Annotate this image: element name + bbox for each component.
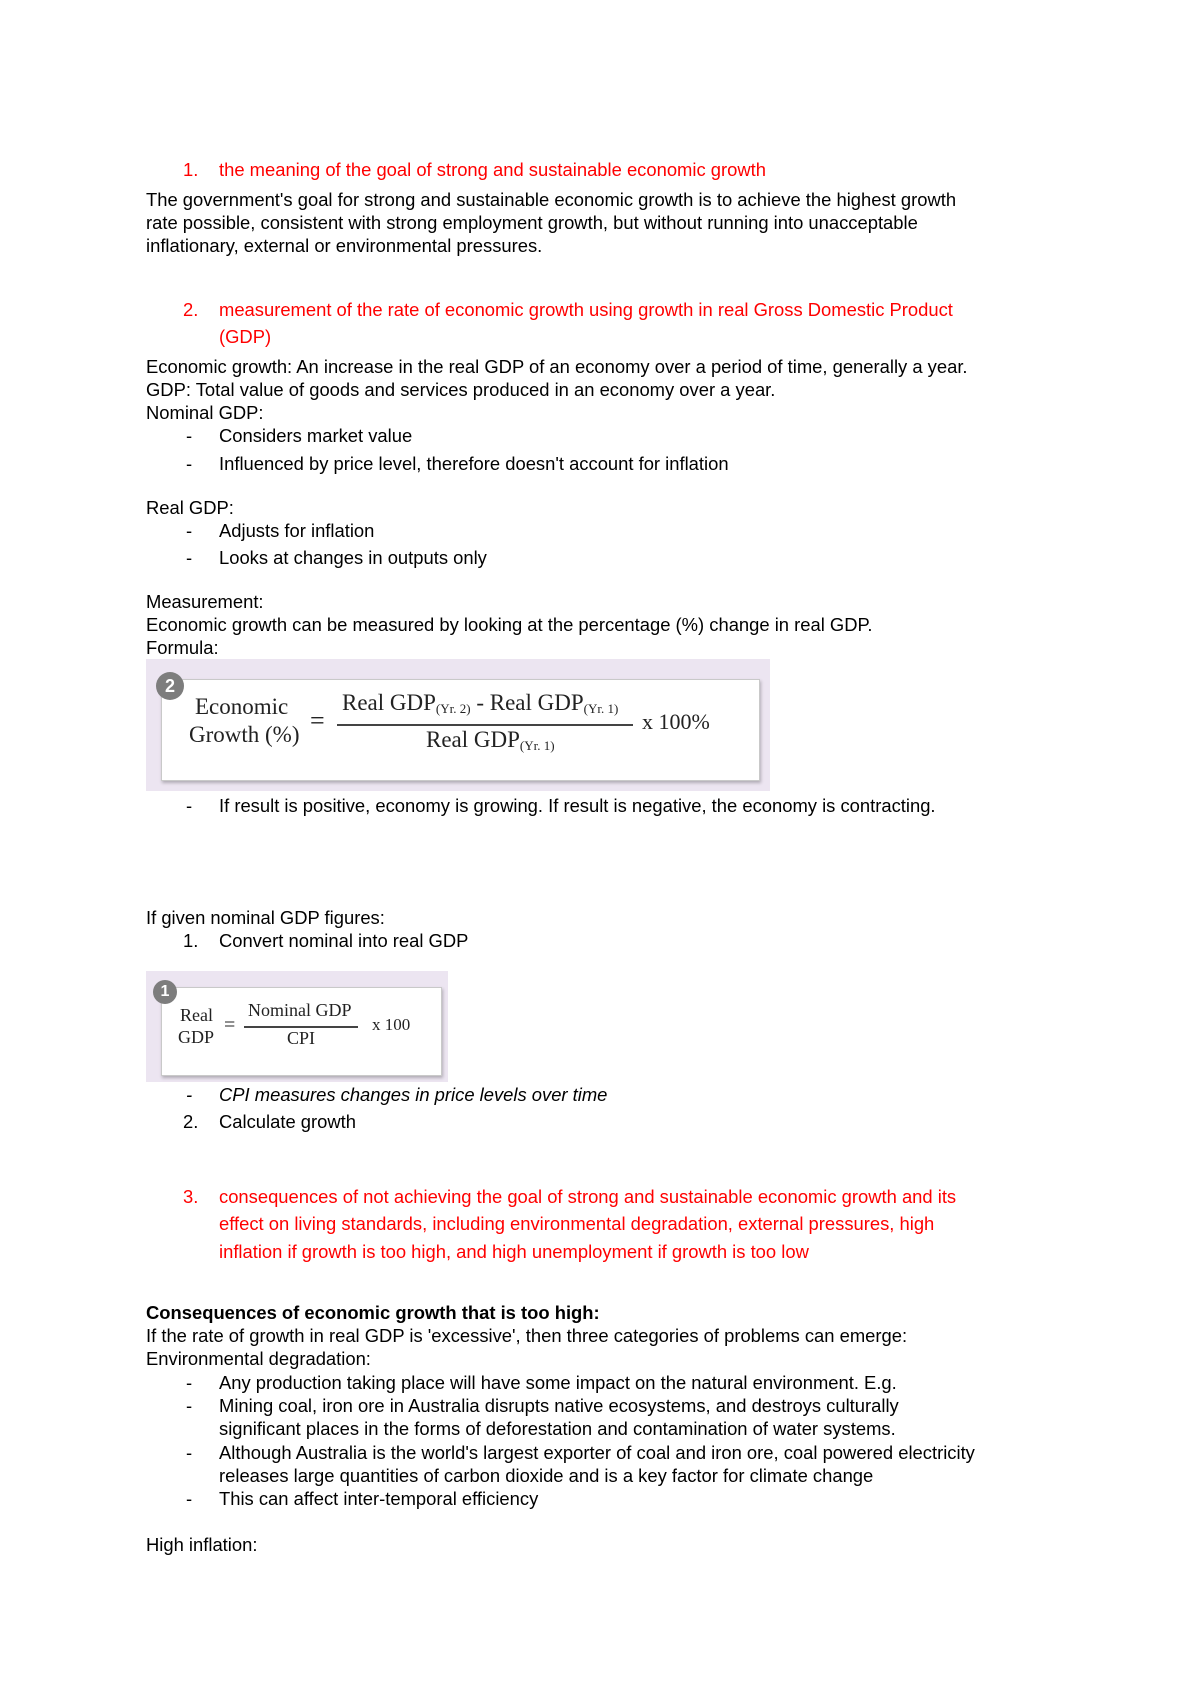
paragraph-line: rate possible, consistent with strong employment growth, but without running into unacceptable	[146, 212, 918, 233]
heading-text: effect on living standards, including environmental degradation, external pressures, high	[219, 1213, 935, 1234]
dash-bullet: -	[186, 1372, 193, 1393]
dash-bullet: -	[186, 547, 193, 568]
formula-denominator: Real $GDP_{(Yr. 1)}$	[426, 727, 555, 753]
heading-text: measurement of the rate of economic growth using growth in real Gross Domestic Product	[219, 299, 953, 320]
real-gdp-formula-image	[146, 971, 448, 1082]
paragraph-line: inflationary, external or environmental pressures.	[146, 235, 543, 256]
formula-number-badge: 2	[156, 672, 184, 700]
heading-text: inflation if growth is too high, and high unemployment if growth is too low	[219, 1241, 809, 1262]
formula-lhs-line1: Real	[180, 1005, 213, 1025]
dash-bullet: -	[186, 1395, 193, 1416]
dash-bullet: -	[186, 453, 193, 474]
definition-gdp: GDP: Total value of goods and services produced in an economy over a year.	[146, 379, 776, 400]
list-number: 1.	[183, 930, 199, 951]
environmental-label: Environmental degradation:	[146, 1348, 371, 1369]
heading-text: the meaning of the goal of strong and sustainable economic growth	[219, 159, 766, 180]
measurement-label: Measurement:	[146, 591, 264, 612]
formula-multiplier: x 100	[372, 1015, 411, 1034]
formula-numerator: Nominal GDP	[248, 1000, 352, 1020]
formula-lhs-line2: GDP	[178, 1027, 215, 1047]
formula-multiplier: x 100%	[642, 709, 710, 734]
paragraph-line: If the rate of growth in real GDP is 'excessive', then three categories of problems can emerge:	[146, 1325, 908, 1346]
list-number: 3.	[183, 1186, 199, 1207]
formula-numerator: Real $GDP_{(Yr. 2)}$ - Real $GDP_{(Yr. 1)}$	[342, 690, 619, 716]
formula-lhs-line1: Economic	[195, 694, 289, 719]
heading-text: (GDP)	[219, 326, 272, 347]
list-number: 1.	[183, 159, 199, 180]
nominal-given-label: If given nominal GDP figures:	[146, 907, 385, 928]
dash-bullet: -	[186, 1084, 193, 1105]
dash-bullet: -	[186, 1442, 193, 1463]
document-page: 1. the meaning of the goal of strong and sustainable economic growth The government's goal for strong and sustainable economic growth is to achieve the highest growth rate possible, consistent with strong employment growth, but without running into unacceptable inflationary, external or environmental pressures. 2. measurement of the rate of economic growth using growth in real Gross Domestic Product (GDP) Economic growth: An increase in the real GDP of an economy over a period of time, generally a year. GDP: Total value of goods and services produced in an economy over a year. Nominal GDP: - Considers market value - Influenced by price level, therefore doesn't account for inflation Real GDP: - Adjusts for inflation - Looks at changes in outputs only Measurement: Economic growth can be measured by looking at the percentage (%) change in real GDP. Formula: Economic Growth (%) = Real $GDP_{(Yr. 2)}$ - Real $GDP_{(Yr. 1)}$ Real $GDP_{(Yr. 1)}$ x 100% 2 - If result is positive, economy is growing. If result is negative, the economy is contracting. If given nominal GDP figures: 1. Convert nominal into real GDP Real GDP = Nominal GDP CPI x 100 1 - CPI measures changes in price levels over time 2. Calculate growth 3. consequences of not achieving the goal of strong and sustainable economic growth and its effect on living standards, including environmental degradation, external pressures, high inflation if growth is too high, and high unemployment if growth is too low Consequences of economic growth that is too high: If the rate of growth in real GDP is 'excessive', then three categories of problems can emerge: Environmental degradation: - Any production taking place will have some impact on the natural environment. E.g. - Mining coal, iron ore in Australia disrupts native ecosystems, and destroys culturally significant places in the forms of deforestation and contamination of water systems. - Although Australia is the world's largest exporter of coal and iron ore, coal powered electricity releases large quantities of carbon dioxide and is a key factor for climate change - This can affect inter-temporal efficiency High inflation:	[0, 0, 1200, 1696]
dash-bullet: -	[186, 520, 193, 541]
dash-bullet: -	[186, 795, 193, 816]
fraction-bar	[337, 724, 633, 726]
nominal-gdp-label: Nominal GDP:	[146, 402, 264, 423]
economic-growth-formula-image	[146, 659, 770, 791]
formula-label: Formula:	[146, 637, 219, 658]
formula-lhs-line2: Growth (%)	[189, 722, 300, 747]
formula-number-badge: 1	[153, 980, 177, 1004]
measurement-text: Economic growth can be measured by looking at the percentage (%) change in real GDP.	[146, 614, 873, 635]
subheading: Consequences of economic growth that is too high:	[146, 1302, 600, 1323]
definition-economic-growth: Economic growth: An increase in the real GDP of an economy over a period of time, generally a year.	[146, 356, 968, 377]
formula-card	[161, 679, 760, 781]
formula-card	[161, 987, 442, 1076]
dash-bullet: -	[186, 1488, 193, 1509]
real-gdp-label: Real GDP:	[146, 497, 234, 518]
formula-denominator: CPI	[287, 1028, 316, 1048]
formula-equals: =	[310, 706, 325, 735]
high-inflation-label: High inflation:	[146, 1534, 258, 1555]
paragraph-line: The government's goal for strong and sustainable economic growth is to achieve the highest growth	[146, 189, 957, 210]
formula-equals: =	[224, 1014, 236, 1036]
heading-text: consequences of not achieving the goal of strong and sustainable economic growth and its	[219, 1186, 957, 1207]
list-number: 2.	[183, 299, 199, 320]
list-number: 2.	[183, 1111, 199, 1132]
dash-bullet: -	[186, 425, 193, 446]
